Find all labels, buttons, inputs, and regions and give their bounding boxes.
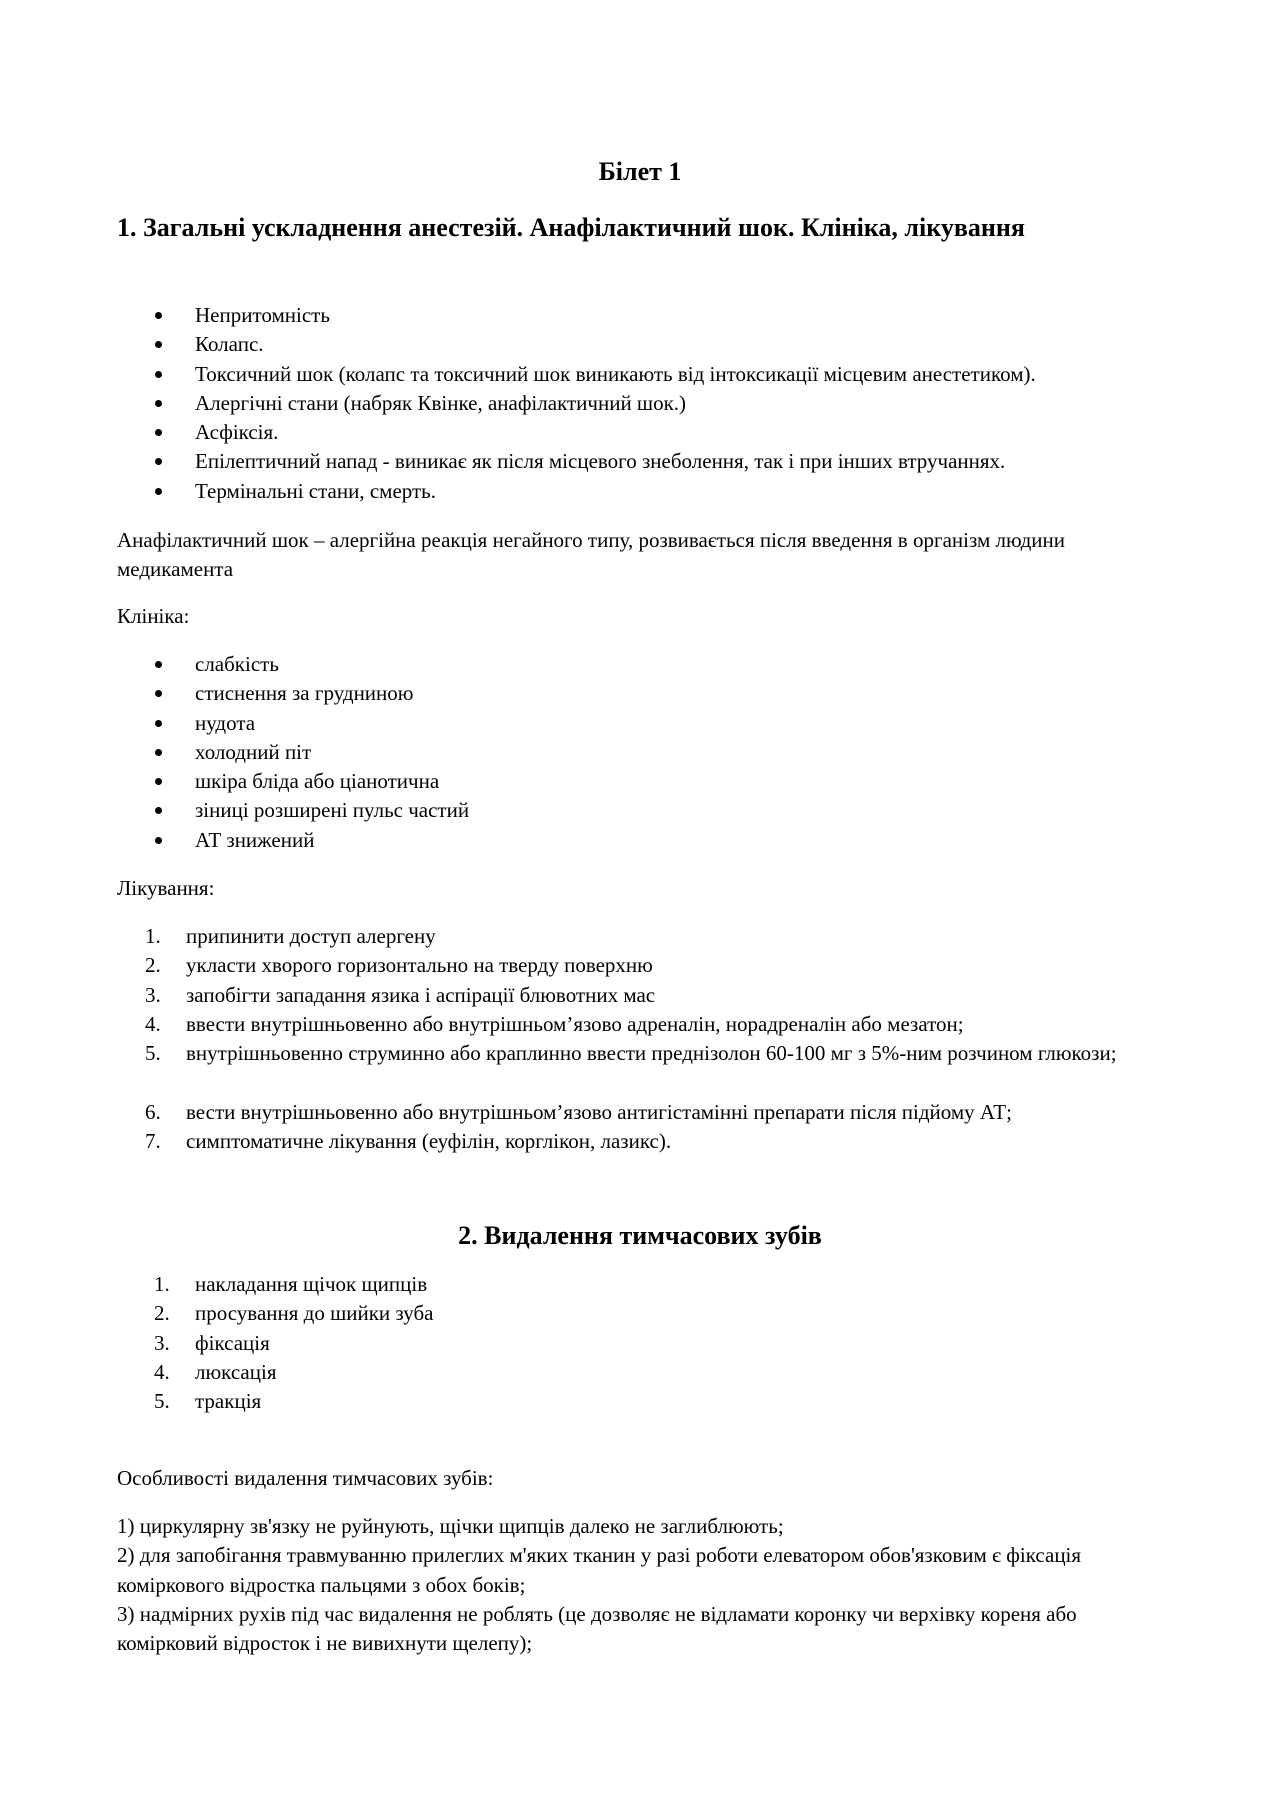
extraction-steps-list [117,1270,434,1416]
feature-item: 3) надмірних рухів під час видалення не роблять (це дозволяє не відламати коронку чи верхівку кореня або комірковий відросток і не вивихнути щелепу); [117,1601,1077,1656]
section1-heading: 1. Загальні ускладнення анестезій. Анафілактичний шок. Клініка, лікування [117,213,1025,242]
list-item: стиснення за грудниною [117,679,469,708]
list-item: 7. симптоматичне лікування (еуфілін, корглікон, лазикс). [145,1129,672,1154]
list-item: 4. ввести внутрішньовенно або внутрішньом’язово адреналін, норадреналін або мезатон; [145,1011,964,1036]
list-item: 3. фіксація [154,1330,270,1355]
list-item: 1. припинити доступ алергену [145,924,436,948]
ticket-title: Білет 1 [598,157,682,186]
list-item: Непритомність [117,301,1036,330]
list-item: 5. тракція [154,1389,262,1414]
feature-item: 1) циркулярну зв'язку не руйнують, щічки щипців далеко не заглиблюють; [117,1514,784,1538]
list-item: слабкість [117,650,469,679]
section2-heading: 2. Видалення тимчасових зубів [458,1221,822,1250]
feature-item: 2) для запобігання травмуванню прилеглих м'яких тканин у разі роботи елеватором обов'язковим є фіксація коміркового відростка пальцями з обох боків; [117,1543,1082,1597]
list-item: Алергічні стани (набряк Квінке, анафілактичний шок.) [117,389,1036,418]
list-item: 2. укласти хворого горизонтально на тверду поверхню [145,953,653,978]
list-item: 1. накладання щічок щипців [154,1272,428,1296]
list-item: зіниці розширені пульс частий [117,796,469,825]
list-item: шкіра бліда або ціанотична [117,767,469,796]
list-item: Колапс. [117,330,1036,359]
list-item: 5. внутрішньовенно струминно або краплинно ввести преднізолон 60-100 мг з 5%-ним розчином глюкози; [145,1041,1117,1066]
clinic-label: Клініка: [117,604,190,628]
treatment-label: Лікування: [117,876,215,900]
complications-list [117,301,1036,506]
list-item: 3. запобігти западання язика і аспірації блювотних мас [145,982,656,1007]
list-item: Асфіксія. [117,418,1036,447]
treatment-list [117,922,1196,1156]
list-item: Епілептичний напад - виникає як після місцевого знеболення, так і при інших втручаннях. [117,447,1036,476]
list-item: холодний піт [117,738,469,767]
features-block [117,1512,1177,1658]
list-item: Термінальні стани, смерть. [117,477,1036,506]
list-item: 6. вести внутрішньовенно або внутрішньом’язово антигістамінні препарати після підйому АТ; [145,1099,1012,1124]
features-label: Особливості видалення тимчасових зубів: [117,1466,494,1490]
list-item: Токсичний шок (колапс та токсичний шок виникають від інтоксикації місцевим анестетиком). [117,360,1036,389]
list-item: нудота [117,709,469,738]
list-item: 4. люксація [154,1359,277,1384]
clinic-list [117,650,469,855]
list-item: 2. просування до шийки зуба [154,1301,434,1326]
anaphylaxis-definition: Анафілактичний шок – алергійна реакція негайного типу, розвивається після введення в організм людини медикамента [117,528,1065,582]
list-item: АТ знижений [117,826,469,855]
